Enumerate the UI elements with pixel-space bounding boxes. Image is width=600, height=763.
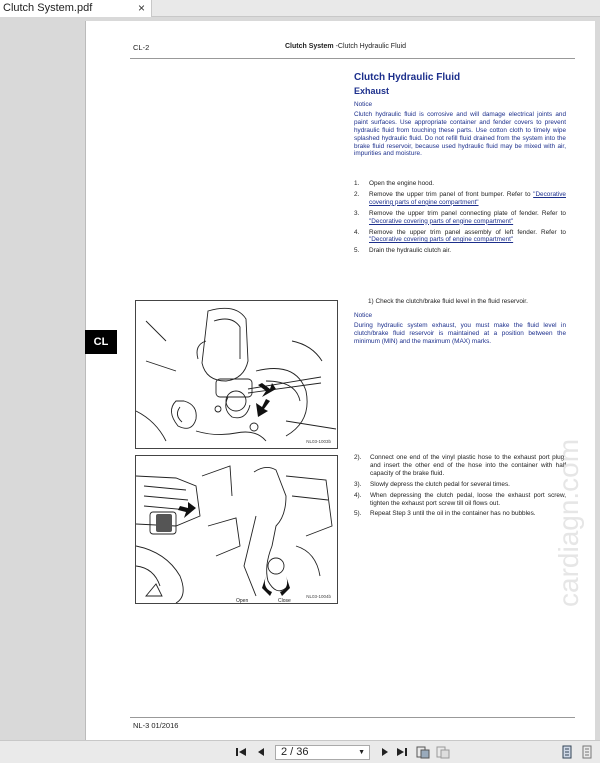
last-page-icon[interactable] <box>395 745 409 759</box>
step-item: 5. Drain the hydraulic clutch air. <box>354 247 452 255</box>
copy-page-icon[interactable] <box>436 745 450 759</box>
step-item: 1. Open the engine hood. <box>354 180 435 187</box>
steps-list <box>354 180 566 258</box>
step-link[interactable]: "Decorative covering parts of engine compartment" <box>369 236 514 244</box>
document-viewer[interactable] <box>0 17 600 740</box>
close-label: Close <box>278 598 291 604</box>
exhaust-illustration <box>136 456 337 603</box>
rotate-page-icon[interactable] <box>416 745 430 759</box>
figure-fluid-reservoir <box>135 300 338 449</box>
step-link[interactable]: "Decorative covering parts of engine compartment" <box>369 190 566 206</box>
continuous-view-icon[interactable] <box>580 745 594 759</box>
page-header-title <box>285 43 406 50</box>
single-page-view-icon[interactable] <box>560 745 574 759</box>
notice-label: Notice <box>354 101 373 108</box>
figure-code: NL03-1004b <box>306 594 331 599</box>
first-page-icon[interactable] <box>234 745 248 759</box>
step-item: 3. Remove the upper trim panel connecting plate of fender. Refer to "Decorative covering parts of engine compartment" <box>354 209 566 225</box>
section-subtitle: Exhaust <box>354 86 390 96</box>
notice2-text: During hydraulic system exhaust, you must make the fluid level in clutch/brake fluid reservoir is maintained at a position between the minimum (MIN) and the maximum (MAX) marks. <box>354 321 566 345</box>
watermark-text: cardiagn.com <box>553 438 584 607</box>
notice-block <box>354 101 566 161</box>
chevron-down-icon: ▼ <box>358 749 365 756</box>
step-link[interactable]: "Decorative covering parts of engine compartment" <box>369 217 514 225</box>
footer-divider <box>130 717 575 718</box>
page-selector[interactable] <box>275 745 370 760</box>
close-icon[interactable]: × <box>137 1 145 15</box>
notice-text: Clutch hydraulic fluid is corrosive and will damage electrical joints and paint surfaces. Use appropriate container and fender covers to prevent hydraulic fluid from touching these parts. Use cotton cloth to timely wipe splashed hydraulic fluid. Do not refill fluid drained from the system into the brake fluid reservoir, because used hydraulic fluid may be mixed with air, impurities and moisture. <box>354 110 566 158</box>
tab-title: Clutch System.pdf <box>3 2 93 14</box>
tab-bar <box>0 0 600 17</box>
figure-exhaust-port <box>135 455 338 604</box>
notice2-label: Notice <box>354 311 373 319</box>
step-item: 2. Remove the upper trim panel of front bumper. Refer to "Decorative covering parts of engine compartment" <box>354 190 566 206</box>
substep-item: 4). When depressing the clutch pedal, loose the exhaust port screw, tighten the exhaust port screw till oil flows out. <box>354 491 566 507</box>
substep-item: 5). Repeat Step 3 until the oil in the container has no bubbles. <box>354 510 536 518</box>
figure-code: NL03-1003b <box>306 439 331 444</box>
header-title-rest: -Clutch Hydraulic Fluid <box>333 43 406 50</box>
substep-block-1 <box>354 298 566 346</box>
substep-item: 2). Connect one end of the vinyl plastic hose to the exhaust port plug, and insert the other end of the hose into the container with half capacity of the brake fluid. <box>354 454 566 477</box>
page-indicator: 2 / 36 <box>281 746 309 758</box>
header-divider <box>130 58 575 59</box>
reservoir-illustration <box>136 301 337 448</box>
section-title: Clutch Hydraulic Fluid <box>354 72 461 83</box>
previous-page-icon[interactable] <box>254 745 268 759</box>
substep-item: 3). Slowly depress the clutch pedal for several times. <box>354 480 510 488</box>
substeps-list-2 <box>354 454 566 521</box>
header-title-bold: Clutch System <box>285 43 334 50</box>
page-footer: NL-3 01/2016 <box>133 721 179 730</box>
document-tab[interactable] <box>0 0 152 17</box>
substep-1: 1) Check the clutch/brake fluid level in the fluid reservoir. <box>368 298 528 305</box>
step-item: 4. Remove the upper trim panel assembly of left fender. Refer to "Decorative covering parts of engine compartment" <box>354 228 566 244</box>
next-page-icon[interactable] <box>378 745 392 759</box>
open-label: Open <box>236 598 249 604</box>
page-header-code: CL-2 <box>133 43 150 52</box>
pdf-toolbar <box>0 740 600 763</box>
section-side-tab: CL <box>85 330 117 354</box>
watermark <box>548 317 598 617</box>
